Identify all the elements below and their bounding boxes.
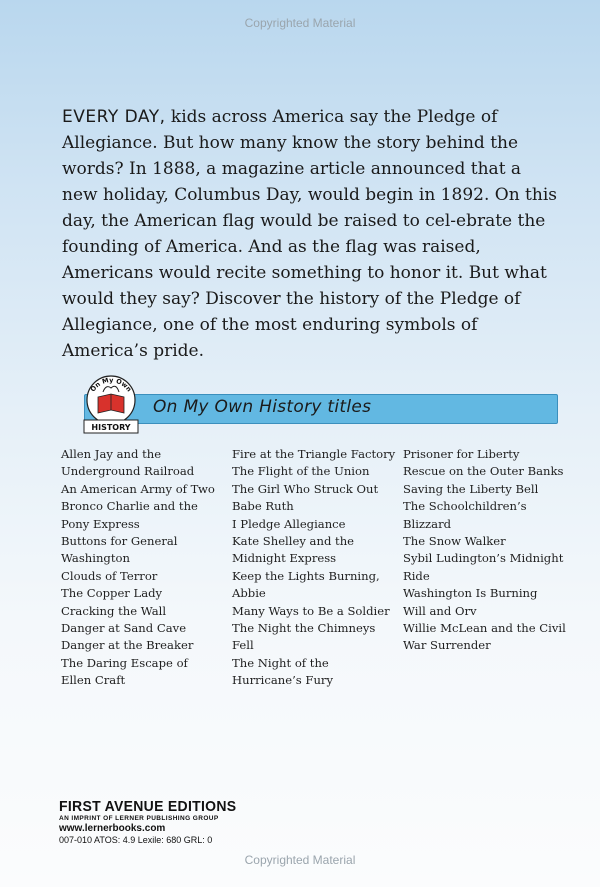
book-title-continuation: Fell [232,638,254,653]
book-title-line: Saving the Liberty Bell [403,481,539,496]
book-title-item [61,498,226,533]
blurb-lead: EVERY DAY, [62,107,166,127]
book-title-item [403,481,573,498]
reading-level-codes: 007-010 ATOS: 4.9 Lexile: 680 GRL: 0 [59,835,213,845]
series-banner-title: On My Own History titles [153,397,372,417]
book-title-line: The Flight of the Union [232,464,370,479]
book-title-line: The Copper Lady [61,586,163,601]
book-title-continuation: Underground Railroad [61,464,195,479]
book-title-line: Bronco Charlie and the [61,499,198,514]
book-title-item [61,585,226,602]
book-title-continuation: Midnight Express [232,551,337,566]
book-title-item [232,516,400,533]
book-title-item [61,446,226,481]
titles-list [0,446,600,696]
book-title-line: Danger at Sand Cave [61,621,187,636]
book-title-continuation: Ellen Craft [61,673,126,688]
book-title-continuation: War Surrender [403,638,491,653]
series-banner [84,394,558,424]
book-title-line: Will and Orv [403,603,477,618]
book-title-line: Many Ways to Be a Soldier [232,603,390,618]
book-title-continuation: Hurricane’s Fury [232,673,334,688]
book-title-item [232,620,400,655]
back-cover-blurb [62,104,562,364]
book-title-item [403,550,573,585]
book-title-item [403,603,573,620]
book-title-item [61,481,226,498]
book-title-item [232,655,400,690]
book-title-item [61,655,226,690]
book-title-line: Prisoner for Liberty [403,447,520,461]
book-title-line: Keep the Lights Burning, [232,568,380,583]
book-title-item [403,533,573,550]
book-title-line: The Night the Chimneys [232,621,376,636]
book-title-line: Fire at the Triangle Factory [232,447,396,461]
book-title-line: Cracking the Wall [61,603,167,618]
book-title-item [61,533,226,568]
publisher-url: www.lernerbooks.com [59,823,166,834]
book-title-item [232,533,400,568]
book-title-line: An American Army of Two [61,481,215,496]
book-title-line: Washington Is Burning [403,586,538,601]
book-title-continuation: Abbie [232,586,266,601]
book-title-item [232,463,400,480]
book-title-continuation: Pony Express [61,516,140,531]
book-title-line: The Schoolchildren’s [403,499,527,514]
book-title-line: Willie McLean and the Civil [403,621,566,636]
book-title-line: Danger at the Breaker [61,638,194,653]
logo-arc-text: On My Own [88,376,134,394]
titles-column-1 [61,446,226,690]
book-title-item [61,637,226,654]
book-title-item [61,568,226,585]
publisher-imprint: AN IMPRINT OF LERNER PUBLISHING GROUP [59,815,219,822]
book-title-item [232,446,400,463]
book-title-item [61,620,226,637]
book-title-item [232,481,400,516]
book-title-line: Allen Jay and the [61,447,162,461]
copyright-watermark-bottom: Copyrighted Material [244,853,356,867]
book-title-line: The Girl Who Struck Out [232,481,379,496]
blurb-text: kids across America say the Pledge of Allegiance. But how many know the story behind the words? In 1888, a magazine article announced that a new holiday, Columbus Day, would begin in 1892. On this day, the American flag would be raised to cel-ebrate the founding of America. And as the flag was raised, Americans would recite something to honor it. But what would they say? Discover the history of the Pledge of Allegiance, one of the most enduring symbols of America’s pride. [62,107,557,361]
book-title-continuation: Babe Ruth [232,499,294,514]
book-title-line: Sybil Ludington’s Midnight [403,551,564,566]
book-title-line: Kate Shelley and the [232,534,355,549]
book-title-line: Clouds of Terror [61,568,158,583]
book-title-continuation: Washington [61,551,130,566]
book-title-line: The Night of the [232,655,329,670]
copyright-watermark-top: Copyrighted Material [244,16,356,30]
book-title-continuation: Blizzard [403,516,452,531]
book-title-line: The Snow Walker [403,534,506,549]
book-title-line: The Daring Escape of [61,655,188,670]
publisher-block [59,798,259,845]
titles-column-3 [403,446,573,655]
book-title-line: Rescue on the Outer Banks [403,464,564,479]
publisher-name: FIRST AVENUE EDITIONS [59,797,237,815]
book-title-item [403,498,573,533]
book-title-item [403,620,573,655]
book-title-item [232,568,400,603]
book-title-item [232,603,400,620]
titles-column-2 [232,446,400,690]
logo-history-label: HISTORY [91,423,131,432]
on-my-own-history-logo [78,370,144,436]
book-title-line: Buttons for General [61,534,178,549]
book-title-item [403,463,573,480]
book-title-item [403,446,573,463]
book-title-line: I Pledge Allegiance [232,516,346,531]
book-title-continuation: Ride [403,568,430,583]
book-title-item [61,603,226,620]
book-title-item [403,585,573,602]
